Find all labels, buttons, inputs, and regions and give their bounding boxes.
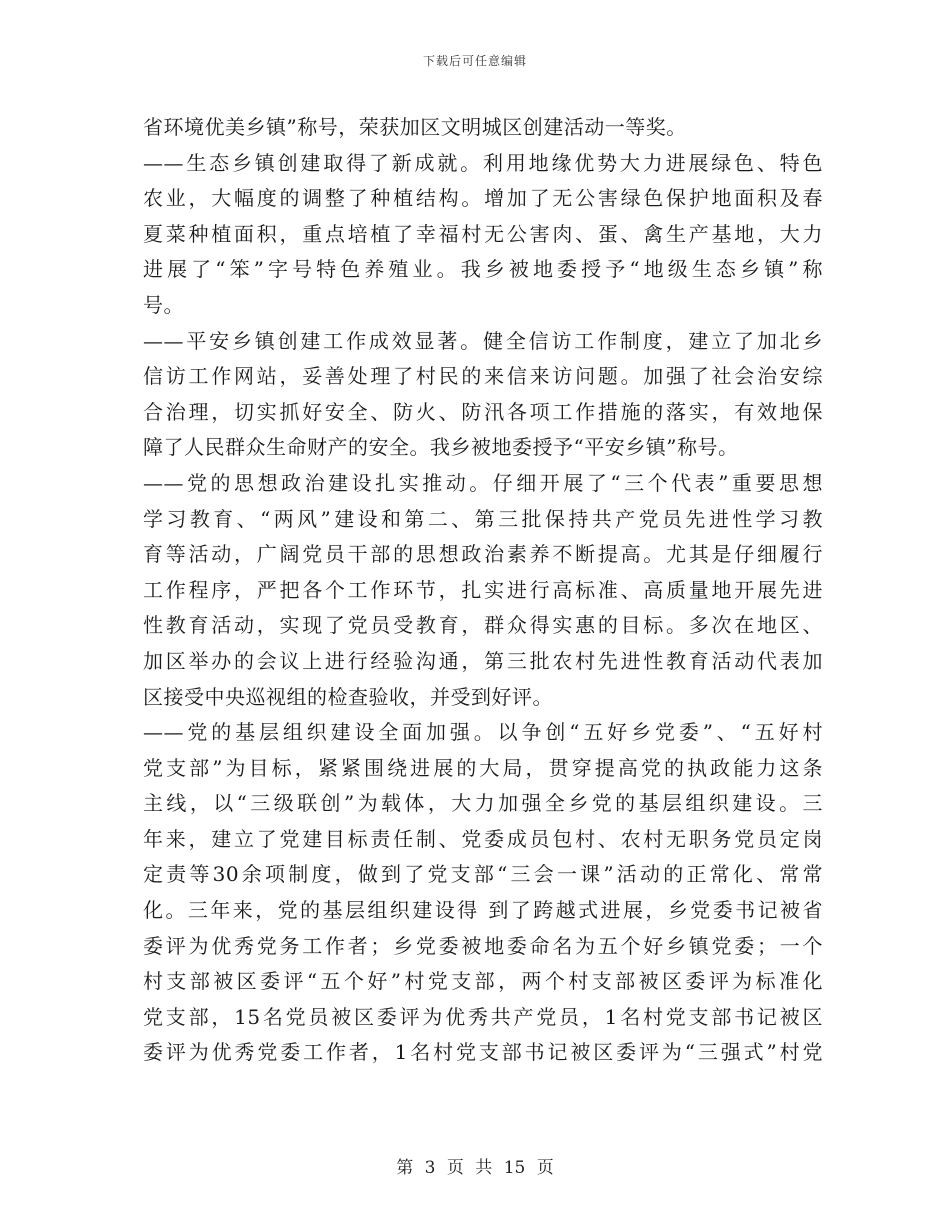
page-number-footer: 第 3 页 共 15 页 — [396, 1158, 554, 1178]
body-text-line: 委评为优秀党务工作者；乡党委被地委命名为五个好乡镇党委；一个 — [143, 933, 823, 958]
body-text-line: 合治理，切实抓好安全、防火、防汛各项工作措施的落实，有效地保 — [143, 399, 823, 424]
body-text-line: 工作程序，严把各个工作环节，扎实进行高标准、高质量地开展先进 — [143, 577, 823, 602]
body-text-line: ——党的基层组织建设全面加强。以争创“五好乡党委”、“五好村 — [143, 720, 823, 745]
body-text-line: 育等活动，广阔党员干部的思想政治素养不断提高。尤其是仔细履行 — [143, 542, 823, 567]
body-text-line: 区接受中央巡视组的检查验收，并受到好评。 — [143, 684, 553, 709]
body-text-line: 学习教育、“两风”建设和第二、第三批保持共产党员先进性学习教 — [143, 506, 823, 531]
body-text-line: 省环境优美乡镇”称号，荣获加区文明城区创建活动一等奖。 — [143, 115, 687, 139]
body-text-line: 障了人民群众生命财产的安全。我乡被地委授予“平安乡镇”称号。 — [143, 435, 739, 460]
body-text-line: 党支部”为目标，紧紧围绕进展的大局，贯穿提高党的执政能力这条 — [143, 755, 823, 780]
body-text-line: 性教育活动，实现了党员受教育，群众得实惠的目标。多次在地区、 — [143, 613, 823, 638]
body-text-line: 号。 — [143, 292, 184, 317]
document-body — [143, 110, 823, 1071]
body-text-line: 定责等30余项制度，做到了党支部“三会一课”活动的正常化、常常 — [143, 862, 823, 887]
body-text-line: ——党的思想政治建设扎实推动。仔细开展了“三个代表”重要思想 — [143, 470, 823, 495]
body-text-line: 党支部，15名党员被区委评为优秀共产党员，1名村党支部书记被区 — [143, 1004, 823, 1029]
body-text-line: 农业，大幅度的调整了种植结构。增加了无公害绿色保护地面积及春 — [143, 186, 823, 211]
body-text-line: 进展了“笨”字号特色养殖业。我乡被地委授予“地级生态乡镇”称 — [143, 257, 823, 282]
body-text-line: ——生态乡镇创建取得了新成就。利用地缘优势大力进展绿色、特色 — [143, 150, 823, 175]
body-text-line: 村支部被区委评“五个好”村党支部，两个村支部被区委评为标准化 — [143, 969, 823, 994]
body-text-line: 夏菜种植面积，重点培植了幸福村无公害肉、蛋、禽生产基地，大力 — [143, 221, 823, 246]
body-text-line: 加区举办的会议上进行经验沟通，第三批农村先进性教育活动代表加 — [143, 648, 823, 673]
body-text-line: 信访工作网站，妥善处理了村民的来信来访问题。加强了社会治安综 — [143, 364, 823, 389]
body-text-line: 年来，建立了党建目标责任制、党委成员包村、农村无职务党员定岗 — [143, 826, 823, 851]
body-text-line: 委评为优秀党委工作者，1名村党支部书记被区委评为“三强式”村党 — [143, 1040, 823, 1065]
body-text-line: ——平安乡镇创建工作成效显著。健全信访工作制度，建立了加北乡 — [143, 328, 823, 353]
body-text-line: 主线，以“三级联创”为载体，大力加强全乡党的基层组织建设。三 — [143, 791, 823, 816]
body-text-line: 化。三年来，党的基层组织建设得 到了跨越式进展，乡党委书记被省 — [143, 898, 823, 923]
page-header-note: 下载后可任意编辑 — [422, 54, 527, 68]
